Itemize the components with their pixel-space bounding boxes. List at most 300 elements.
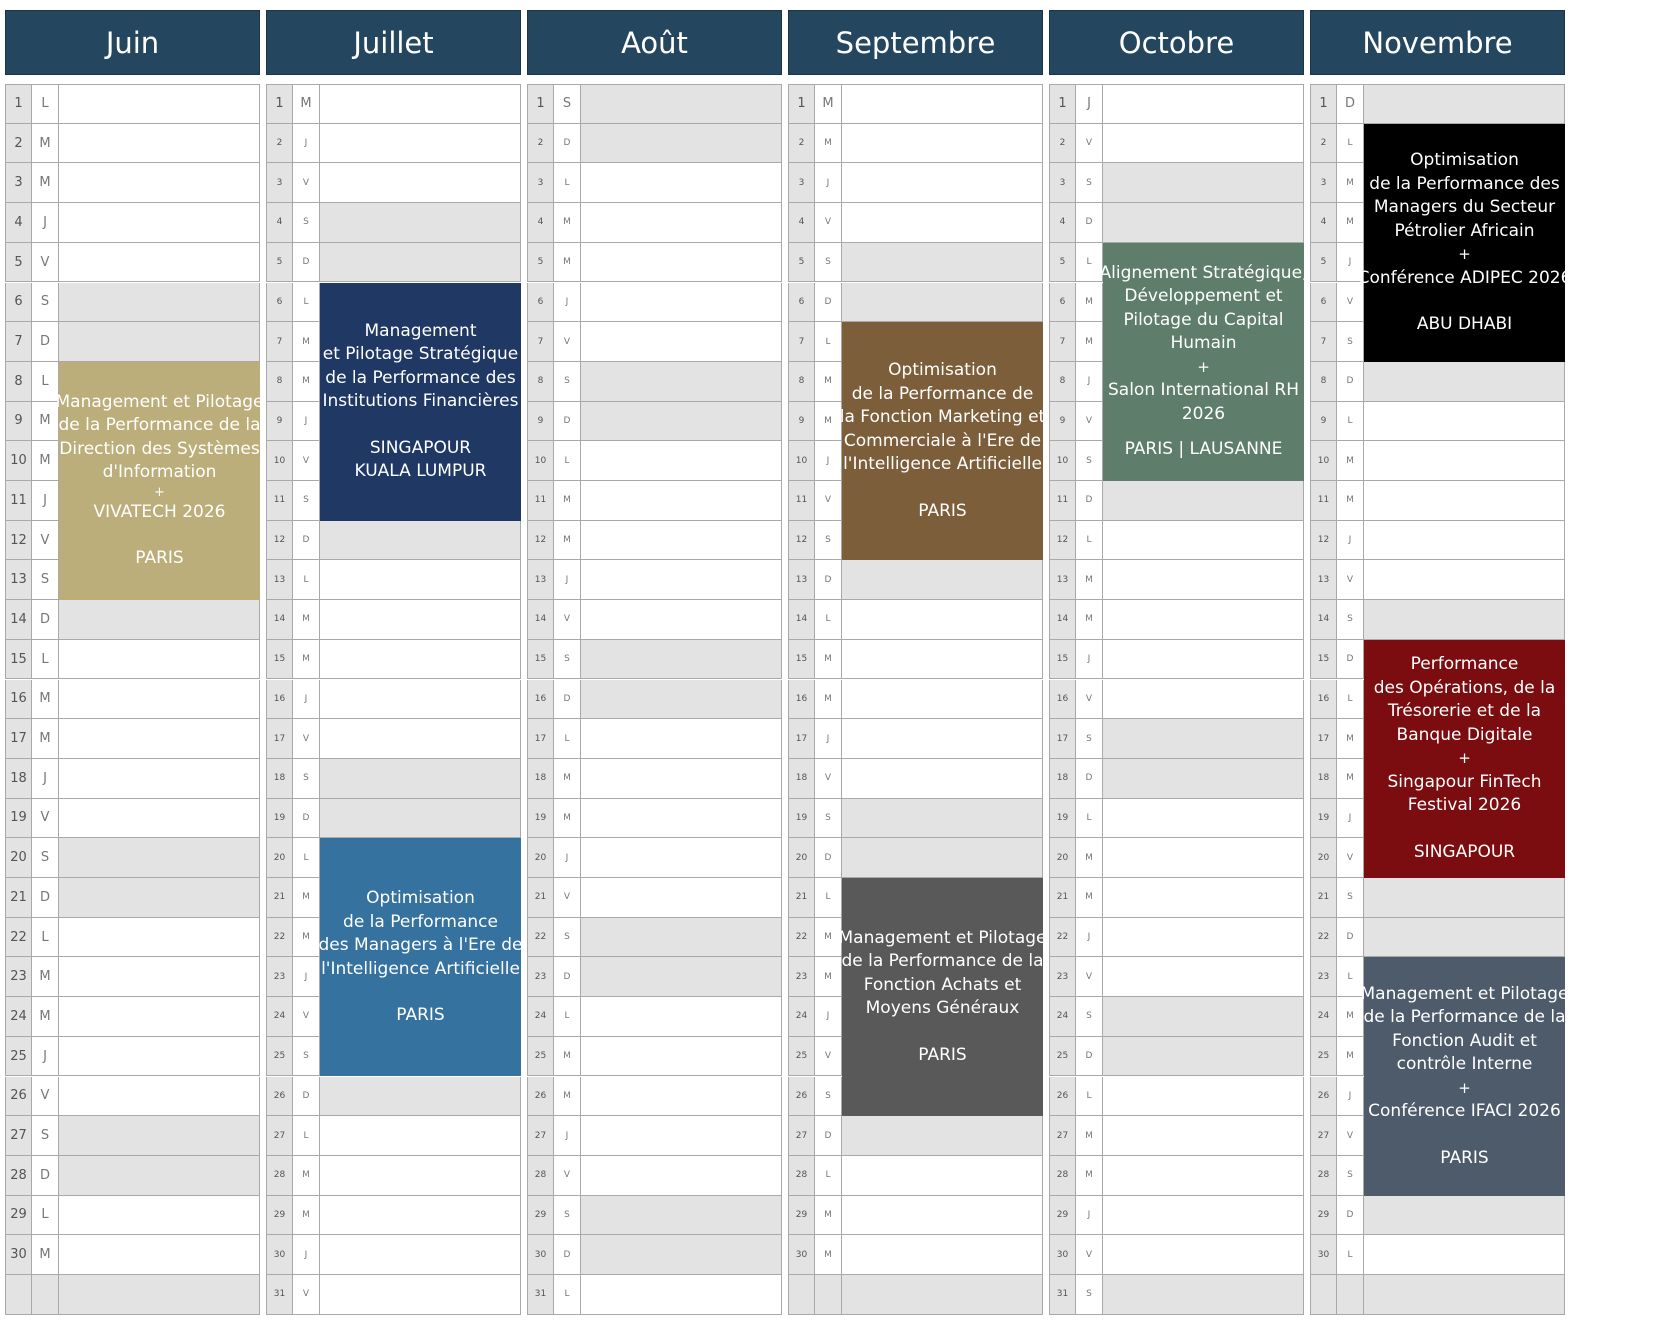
day-cell[interactable]	[59, 1037, 260, 1077]
day-row	[1310, 402, 1565, 442]
weekday-letter: D	[815, 838, 842, 878]
day-row	[5, 1235, 260, 1275]
day-cell[interactable]	[59, 84, 260, 124]
day-cell[interactable]	[1103, 799, 1304, 839]
day-cell[interactable]	[320, 799, 521, 839]
weekday-letter: M	[1076, 838, 1103, 878]
day-cell[interactable]	[1103, 600, 1304, 640]
weekday-letter: J	[1337, 243, 1364, 283]
event-text-line: des Opérations, de la	[1373, 677, 1556, 698]
day-cell[interactable]	[842, 124, 1043, 164]
day-number: 1	[788, 84, 815, 124]
day-row	[527, 203, 782, 243]
day-cell[interactable]	[1364, 1235, 1565, 1275]
day-cell[interactable]	[842, 243, 1043, 283]
weekday-letter: M	[554, 481, 581, 521]
event-text-line: +	[1458, 1078, 1471, 1097]
day-cell[interactable]	[581, 283, 782, 323]
day-cell[interactable]	[1103, 1235, 1304, 1275]
day-cell[interactable]	[320, 640, 521, 680]
day-cell[interactable]	[581, 1037, 782, 1077]
day-row	[788, 838, 1043, 878]
day-number: 31	[266, 1275, 293, 1315]
event-text-line: Moyens Généraux	[865, 998, 1020, 1019]
day-number: 2	[266, 124, 293, 164]
day-row	[527, 838, 782, 878]
event-text-line: Managers du Secteur	[1373, 197, 1556, 218]
day-number: 13	[266, 560, 293, 600]
weekday-letter: D	[1337, 640, 1364, 680]
weekday-letter: M	[815, 402, 842, 442]
weekday-letter: V	[293, 441, 320, 481]
day-number: 29	[1310, 1196, 1337, 1236]
day-number: 13	[1310, 560, 1337, 600]
day-cell[interactable]	[1103, 997, 1304, 1037]
day-cell[interactable]	[1364, 600, 1565, 640]
day-cell[interactable]	[59, 1116, 260, 1156]
weekday-letter: S	[1076, 441, 1103, 481]
day-cell[interactable]	[59, 1235, 260, 1275]
day-row	[527, 362, 782, 402]
day-cell[interactable]	[320, 1275, 521, 1315]
event-block[interactable]	[320, 838, 521, 1076]
day-number: 1	[1310, 84, 1337, 124]
day-cell[interactable]	[59, 203, 260, 243]
day-cell[interactable]	[1103, 203, 1304, 243]
day-cell[interactable]	[581, 1156, 782, 1196]
day-number: 13	[5, 560, 32, 600]
day-row	[1049, 680, 1304, 720]
day-cell[interactable]	[1103, 640, 1304, 680]
day-row	[527, 719, 782, 759]
day-number: 7	[1310, 322, 1337, 362]
day-cell[interactable]	[842, 719, 1043, 759]
day-cell[interactable]	[59, 878, 260, 918]
day-cell[interactable]	[842, 203, 1043, 243]
event-text-line: KUALA LUMPUR	[354, 461, 487, 482]
weekday-letter: J	[815, 997, 842, 1037]
weekday-letter: M	[1076, 878, 1103, 918]
day-cell[interactable]	[842, 1196, 1043, 1236]
weekday-letter: L	[32, 918, 59, 958]
day-cell[interactable]	[842, 1156, 1043, 1196]
day-number: 11	[1310, 481, 1337, 521]
day-row	[1310, 1196, 1565, 1236]
day-cell[interactable]	[581, 1116, 782, 1156]
day-cell[interactable]	[1364, 1196, 1565, 1236]
day-number: 23	[5, 957, 32, 997]
day-row	[266, 1196, 521, 1236]
day-number: 13	[788, 560, 815, 600]
weekday-letter: S	[554, 918, 581, 958]
day-cell[interactable]	[1364, 521, 1565, 561]
day-number: 24	[1049, 997, 1076, 1037]
day-number: 18	[1310, 759, 1337, 799]
day-cell[interactable]	[581, 243, 782, 283]
weekday-letter: M	[32, 680, 59, 720]
day-number: 7	[5, 322, 32, 362]
weekday-letter: M	[1337, 1037, 1364, 1077]
day-cell[interactable]	[320, 124, 521, 164]
day-cell[interactable]	[1103, 1077, 1304, 1117]
day-row	[527, 560, 782, 600]
day-cell[interactable]	[59, 124, 260, 164]
day-number: 16	[266, 680, 293, 720]
weekday-letter: L	[1337, 1235, 1364, 1275]
day-row	[788, 799, 1043, 839]
day-row	[5, 640, 260, 680]
weekday-letter: D	[32, 600, 59, 640]
weekday-letter: V	[1076, 957, 1103, 997]
day-cell[interactable]	[320, 84, 521, 124]
day-number: 5	[788, 243, 815, 283]
day-number: 3	[1310, 163, 1337, 203]
day-row	[1049, 640, 1304, 680]
day-cell[interactable]	[581, 1235, 782, 1275]
event-block[interactable]	[1099, 243, 1308, 481]
day-number: 24	[1310, 997, 1337, 1037]
weekday-letter: M	[554, 1037, 581, 1077]
day-cell[interactable]	[581, 124, 782, 164]
month-header-3: Août	[527, 10, 782, 75]
day-number: 23	[1310, 957, 1337, 997]
day-number: 5	[266, 243, 293, 283]
day-cell[interactable]	[581, 957, 782, 997]
day-row	[5, 997, 260, 1037]
day-cell[interactable]	[1364, 362, 1565, 402]
day-number: 12	[788, 521, 815, 561]
day-cell[interactable]	[581, 799, 782, 839]
event-text-line: PARIS	[918, 1044, 967, 1065]
day-cell[interactable]	[320, 600, 521, 640]
day-cell[interactable]	[1364, 84, 1565, 124]
day-row	[527, 441, 782, 481]
day-cell[interactable]	[59, 1275, 260, 1315]
weekday-letter: M	[815, 640, 842, 680]
day-number: 27	[1049, 1116, 1076, 1156]
day-number: 21	[1310, 878, 1337, 918]
weekday-letter: S	[1076, 997, 1103, 1037]
weekday-letter: M	[293, 1196, 320, 1236]
day-cell[interactable]	[320, 719, 521, 759]
day-cell[interactable]	[1103, 918, 1304, 958]
day-number	[5, 1275, 32, 1315]
day-number: 2	[1310, 124, 1337, 164]
day-row	[527, 957, 782, 997]
day-cell[interactable]	[842, 163, 1043, 203]
day-row	[527, 759, 782, 799]
day-cell[interactable]	[59, 640, 260, 680]
day-number: 19	[266, 799, 293, 839]
day-cell[interactable]	[320, 1235, 521, 1275]
weekday-letter: M	[815, 124, 842, 164]
day-cell[interactable]	[581, 1077, 782, 1117]
day-cell[interactable]	[320, 560, 521, 600]
day-row	[266, 1275, 521, 1315]
day-cell[interactable]	[581, 600, 782, 640]
day-number: 6	[1049, 283, 1076, 323]
day-row	[266, 680, 521, 720]
day-row	[5, 878, 260, 918]
day-number: 24	[266, 997, 293, 1037]
day-cell[interactable]	[59, 1156, 260, 1196]
day-number: 26	[788, 1077, 815, 1117]
day-row	[788, 84, 1043, 124]
event-text-line: Alignement Stratégique,	[1099, 262, 1308, 283]
day-number: 26	[1049, 1077, 1076, 1117]
weekday-letter: J	[293, 124, 320, 164]
day-row	[527, 124, 782, 164]
day-cell[interactable]	[842, 560, 1043, 600]
event-block[interactable]	[839, 322, 1046, 560]
day-cell[interactable]	[59, 600, 260, 640]
day-number: 29	[266, 1196, 293, 1236]
day-number: 10	[5, 441, 32, 481]
day-cell[interactable]	[842, 1275, 1043, 1315]
day-cell[interactable]	[59, 918, 260, 958]
day-number: 19	[1310, 799, 1337, 839]
day-cell[interactable]	[1103, 759, 1304, 799]
day-number: 8	[1310, 362, 1337, 402]
day-cell[interactable]	[842, 1116, 1043, 1156]
day-row	[1310, 481, 1565, 521]
day-cell[interactable]	[842, 680, 1043, 720]
day-cell[interactable]	[842, 640, 1043, 680]
weekday-letter: D	[1076, 759, 1103, 799]
event-block[interactable]	[1357, 124, 1572, 362]
day-cell[interactable]	[581, 521, 782, 561]
day-cell[interactable]	[1364, 481, 1565, 521]
day-cell[interactable]	[59, 997, 260, 1037]
day-cell[interactable]	[1103, 163, 1304, 203]
event-text-line: Festival 2026	[1407, 795, 1522, 816]
month-header-2: Juillet	[266, 10, 521, 75]
day-number: 26	[266, 1077, 293, 1117]
day-cell[interactable]	[59, 243, 260, 283]
day-cell[interactable]	[320, 1077, 521, 1117]
day-number: 10	[1049, 441, 1076, 481]
day-cell[interactable]	[1103, 838, 1304, 878]
day-cell[interactable]	[1103, 521, 1304, 561]
day-row	[5, 1156, 260, 1196]
day-cell[interactable]	[1103, 1116, 1304, 1156]
day-cell[interactable]	[1103, 957, 1304, 997]
weekday-letter: L	[815, 600, 842, 640]
day-number: 11	[5, 481, 32, 521]
day-cell[interactable]	[842, 838, 1043, 878]
day-cell[interactable]	[581, 719, 782, 759]
event-block[interactable]	[838, 878, 1047, 1116]
day-cell[interactable]	[320, 1156, 521, 1196]
day-cell[interactable]	[1103, 1037, 1304, 1077]
event-block[interactable]	[55, 362, 264, 600]
day-cell[interactable]	[581, 402, 782, 442]
day-number: 26	[527, 1077, 554, 1117]
day-cell[interactable]	[581, 322, 782, 362]
day-row	[527, 1156, 782, 1196]
day-number: 4	[5, 203, 32, 243]
day-number: 15	[527, 640, 554, 680]
weekday-letter: S	[293, 203, 320, 243]
day-row	[788, 560, 1043, 600]
day-number: 17	[5, 719, 32, 759]
weekday-letter: M	[32, 124, 59, 164]
event-text-line: Direction des Systèmes	[59, 438, 260, 459]
day-number: 3	[527, 163, 554, 203]
day-row	[788, 163, 1043, 203]
day-row	[5, 600, 260, 640]
day-cell[interactable]	[59, 957, 260, 997]
day-cell[interactable]	[581, 997, 782, 1037]
day-cell[interactable]	[1103, 560, 1304, 600]
weekday-letter: M	[293, 878, 320, 918]
day-cell[interactable]	[842, 759, 1043, 799]
weekday-letter: L	[293, 1116, 320, 1156]
day-cell[interactable]	[1364, 918, 1565, 958]
day-cell[interactable]	[581, 759, 782, 799]
day-cell[interactable]	[59, 719, 260, 759]
day-cell[interactable]	[581, 640, 782, 680]
day-number: 21	[266, 878, 293, 918]
day-cell[interactable]	[59, 759, 260, 799]
day-number: 11	[1049, 481, 1076, 521]
event-text-line: de la Performance des	[1369, 173, 1560, 194]
day-cell[interactable]	[1103, 124, 1304, 164]
day-cell[interactable]	[842, 799, 1043, 839]
weekday-letter: L	[1076, 243, 1103, 283]
day-cell[interactable]	[842, 283, 1043, 323]
month-header-1: Juin	[5, 10, 260, 75]
day-number: 18	[788, 759, 815, 799]
day-row	[1310, 362, 1565, 402]
day-row	[527, 481, 782, 521]
day-cell[interactable]	[59, 163, 260, 203]
day-cell[interactable]	[320, 1196, 521, 1236]
day-row	[527, 163, 782, 203]
day-cell[interactable]	[59, 1077, 260, 1117]
day-cell[interactable]	[581, 84, 782, 124]
day-number: 8	[266, 362, 293, 402]
event-text-line: Conférence IFACI 2026	[1368, 1101, 1561, 1122]
day-cell[interactable]	[59, 322, 260, 362]
day-cell[interactable]	[59, 838, 260, 878]
day-cell[interactable]	[581, 918, 782, 958]
weekday-letter: D	[1337, 362, 1364, 402]
day-cell[interactable]	[1364, 1275, 1565, 1315]
event-text-line: SINGAPOUR	[1413, 841, 1516, 862]
event-text-line: +	[1458, 245, 1471, 264]
day-number: 27	[5, 1116, 32, 1156]
day-cell[interactable]	[320, 1116, 521, 1156]
weekday-letter: M	[1337, 441, 1364, 481]
weekday-letter: L	[815, 878, 842, 918]
day-cell[interactable]	[320, 680, 521, 720]
day-cell[interactable]	[581, 203, 782, 243]
day-number: 8	[527, 362, 554, 402]
day-number: 19	[5, 799, 32, 839]
day-cell[interactable]	[59, 680, 260, 720]
day-cell[interactable]	[320, 163, 521, 203]
weekday-letter: M	[32, 957, 59, 997]
day-cell[interactable]	[320, 243, 521, 283]
day-cell[interactable]	[1103, 1156, 1304, 1196]
day-cell[interactable]	[59, 283, 260, 323]
day-row	[1310, 84, 1565, 124]
weekday-letter: L	[32, 1196, 59, 1236]
weekday-letter: L	[815, 1156, 842, 1196]
weekday-letter: V	[1337, 560, 1364, 600]
day-cell[interactable]	[581, 878, 782, 918]
day-cell[interactable]	[320, 521, 521, 561]
day-cell[interactable]	[1103, 680, 1304, 720]
day-number: 17	[266, 719, 293, 759]
day-cell[interactable]	[1364, 560, 1565, 600]
day-cell[interactable]	[1364, 402, 1565, 442]
weekday-letter: J	[293, 402, 320, 442]
day-cell[interactable]	[581, 441, 782, 481]
event-block[interactable]	[320, 283, 521, 521]
day-cell[interactable]	[1364, 441, 1565, 481]
day-cell[interactable]	[1103, 84, 1304, 124]
event-text-line: +	[154, 484, 165, 500]
day-cell[interactable]	[842, 84, 1043, 124]
day-cell[interactable]	[581, 680, 782, 720]
day-row	[1049, 1196, 1304, 1236]
day-row	[5, 1037, 260, 1077]
day-number: 31	[527, 1275, 554, 1315]
weekday-letter: L	[32, 640, 59, 680]
day-cell[interactable]	[1103, 481, 1304, 521]
day-cell[interactable]	[320, 203, 521, 243]
weekday-letter: D	[1337, 918, 1364, 958]
day-number: 28	[1049, 1156, 1076, 1196]
day-number: 4	[527, 203, 554, 243]
day-cell[interactable]	[581, 1275, 782, 1315]
day-cell[interactable]	[581, 362, 782, 402]
day-cell[interactable]	[59, 799, 260, 839]
day-cell[interactable]	[1103, 1196, 1304, 1236]
weekday-letter: L	[1076, 1077, 1103, 1117]
day-number: 9	[788, 402, 815, 442]
day-cell[interactable]	[320, 759, 521, 799]
day-number: 30	[527, 1235, 554, 1275]
day-cell[interactable]	[1103, 1275, 1304, 1315]
day-cell[interactable]	[842, 600, 1043, 640]
day-cell[interactable]	[1103, 878, 1304, 918]
event-text-line: Commerciale à l'Ere de	[843, 430, 1042, 451]
day-cell[interactable]	[581, 838, 782, 878]
day-cell[interactable]	[581, 481, 782, 521]
day-cell[interactable]	[1364, 878, 1565, 918]
day-number: 12	[266, 521, 293, 561]
event-block[interactable]	[1360, 957, 1569, 1195]
day-number: 4	[1310, 203, 1337, 243]
weekday-letter: J	[1076, 918, 1103, 958]
weekday-letter: S	[293, 1037, 320, 1077]
day-row	[1049, 1037, 1304, 1077]
event-block[interactable]	[1364, 640, 1565, 878]
day-cell[interactable]	[1103, 719, 1304, 759]
weekday-letter: D	[1337, 84, 1364, 124]
day-cell[interactable]	[581, 1196, 782, 1236]
event-text-line: Fonction Audit et	[1392, 1030, 1537, 1051]
day-cell[interactable]	[842, 1235, 1043, 1275]
day-cell[interactable]	[59, 1196, 260, 1236]
day-cell[interactable]	[581, 163, 782, 203]
day-number: 30	[5, 1235, 32, 1275]
day-cell[interactable]	[581, 560, 782, 600]
weekday-letter: L	[32, 84, 59, 124]
